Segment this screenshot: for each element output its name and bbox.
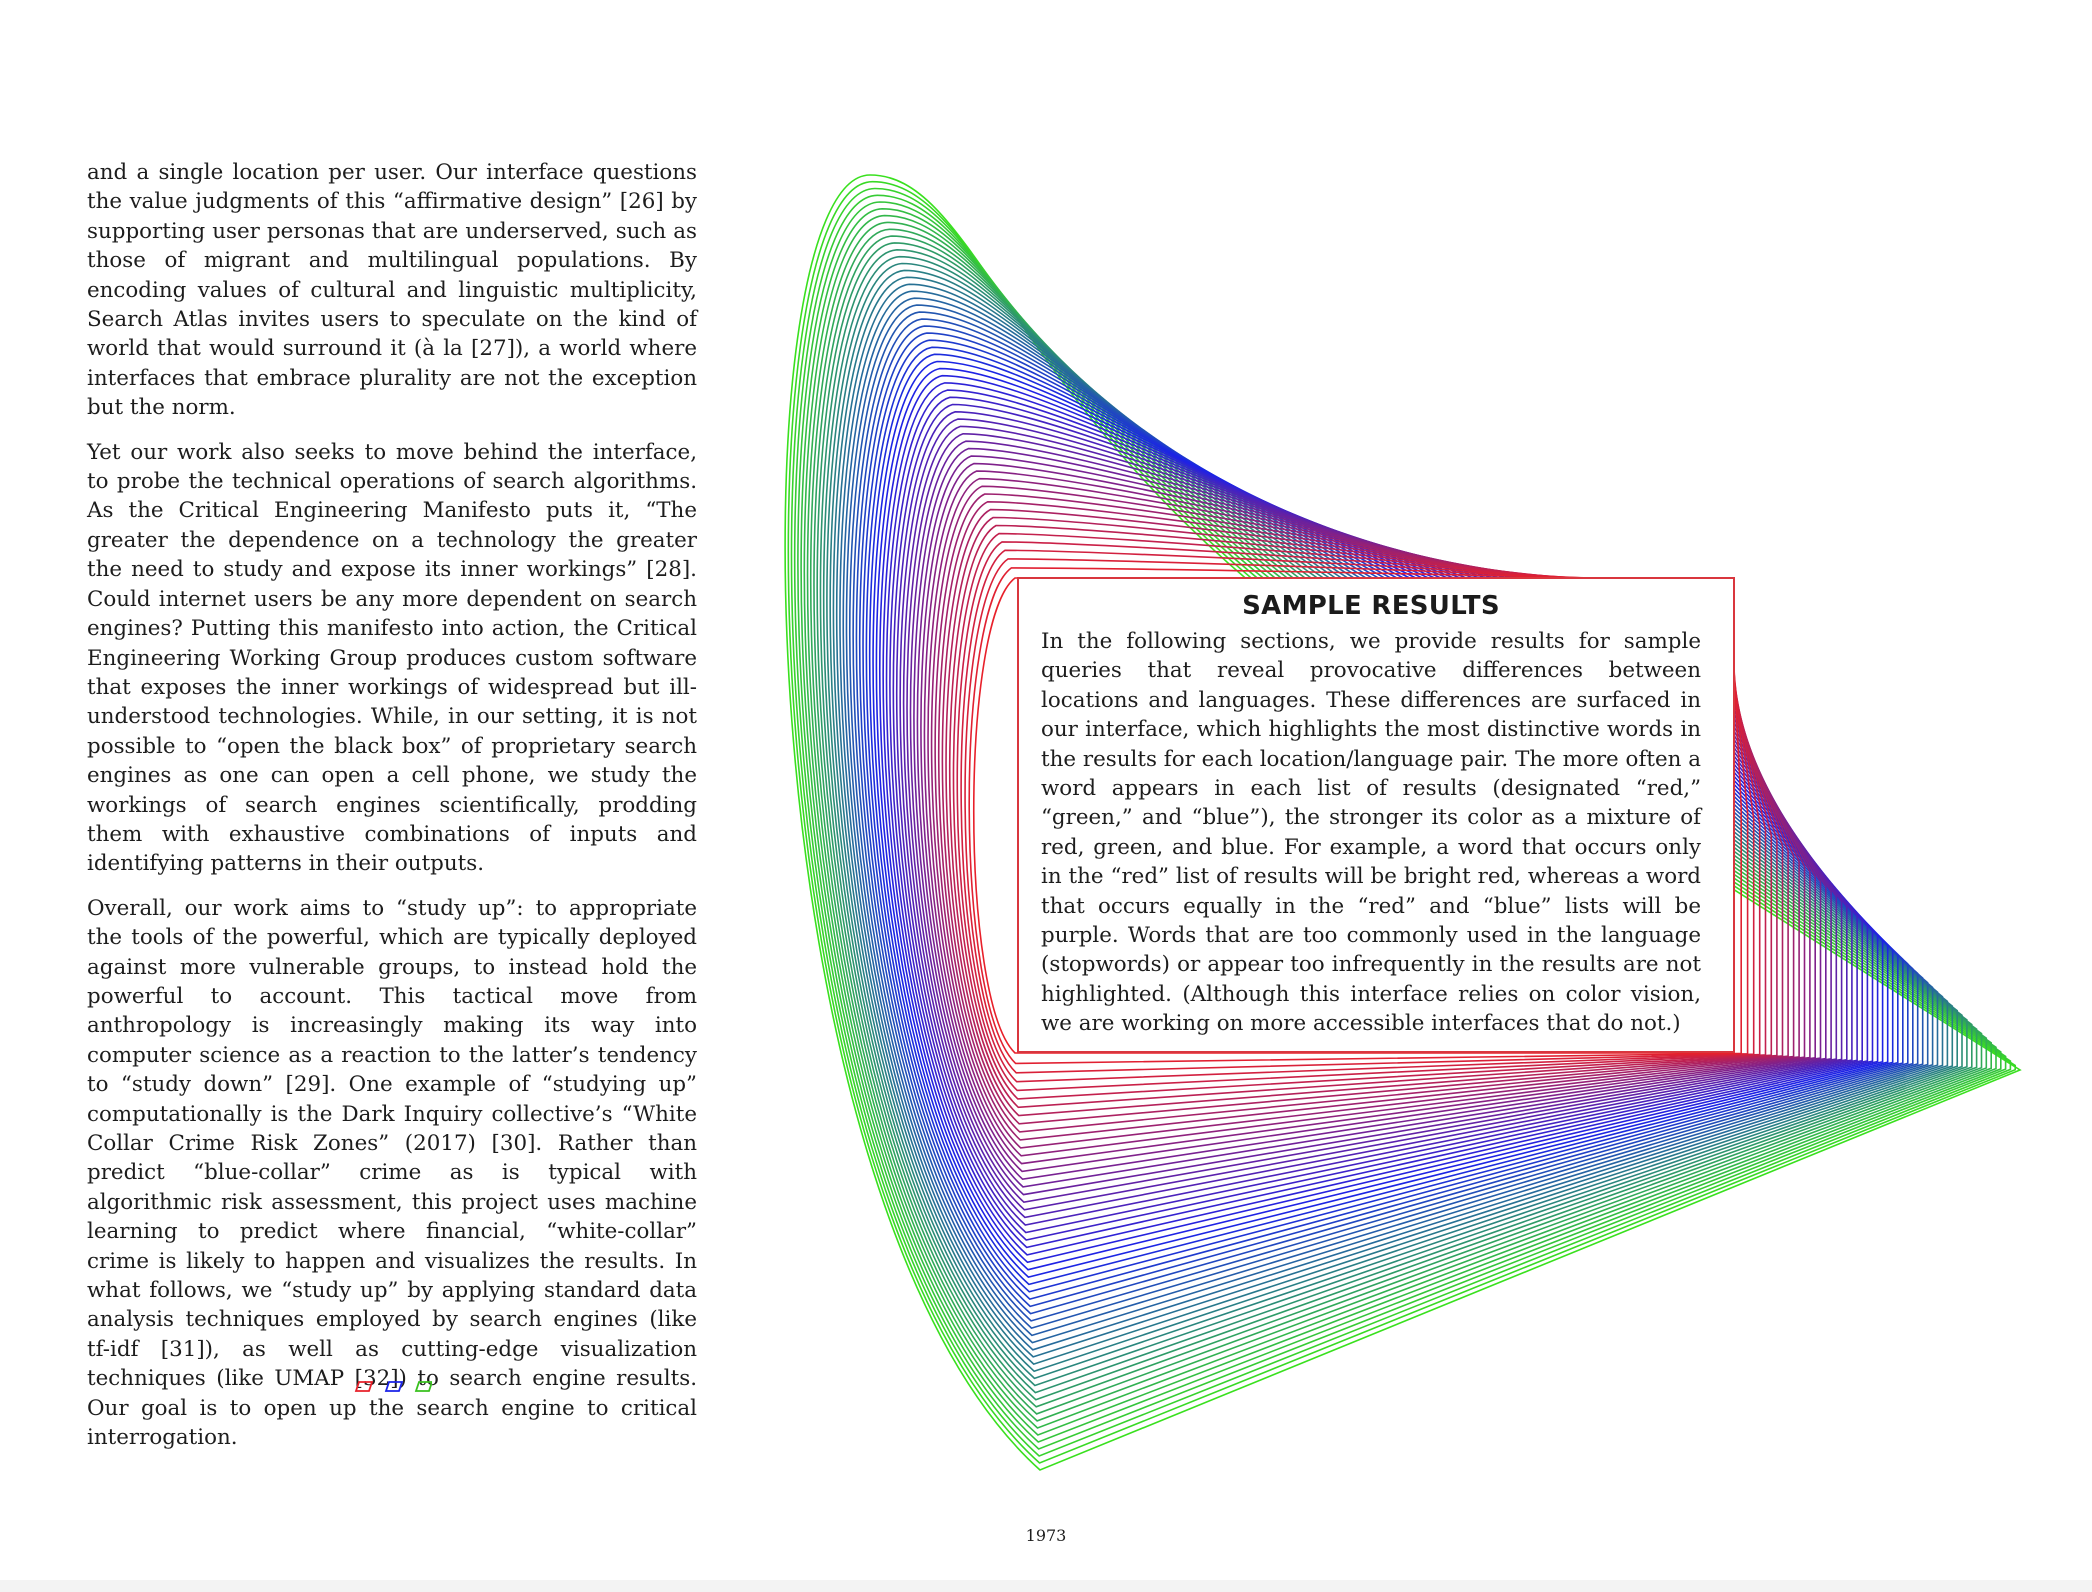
sample-results-box xyxy=(1017,577,1735,1053)
paragraph-1: and a single location per user. Our interface questions the value judgments of this “affirmative design” [26] by supporting user personas that are underserved, such as those of migrant and multilingual populations. By encoding values of cultural and linguistic multiplicity, Search Atlas invites users to speculate on the kind of world that would surround it (à la [27]), a world where interfaces that embrace plurality are not the exception but the norm. xyxy=(87,160,697,421)
paragraph-2: Yet our work also seeks to move behind the interface, to probe the technical operations of search algorithms. As the Critical Engineering Manifesto puts it, “The greater the dependence on a technology the greater the need to study and expose its inner workings” [28]. Could internet users be any more dependent on search engines? Putting this manifesto into action, the Critical Engineering Working Group produces custom software that exposes the inner workings of widespread but ill-understood technologies. While, in our setting, it is not possible to “open the black box” of proprietary search engines as one can open a cell phone, we study the workings of search engines scientifically, prodding them with exhaustive combinations of inputs and identifying patterns in their outputs. xyxy=(87,439,697,877)
blue-parallelogram-icon xyxy=(386,1382,402,1391)
page-number: 1973 xyxy=(1025,1526,1067,1545)
sample-results-text: In the following sections, we provide results for sample queries that reveal provocative differences between locations and languages. These differences are surfaced in our interface, which highlights the most distinctive words in the results for each location/language pair. The more often a word appears in each list of results (designated “red,” “green,” and “blue”), the stronger its color as a mixture of red, green, and blue. For example, a word that occurs only in the “red” list of results will be bright red, whereas a word that occurs equally in the “red” and “blue” lists will be purple. Words that are too commonly used in the language (stopwords) or appear too infrequently in the results are not highlighted. (Although this interface relies on color vision, we are working on more accessible interfaces that do not.) xyxy=(1041,629,1701,1037)
footer-band xyxy=(0,1580,2092,1592)
green-parallelogram-icon xyxy=(416,1382,432,1391)
body-column xyxy=(87,158,697,1467)
section-end-dingbats xyxy=(352,1378,432,1394)
sample-results-title: SAMPLE RESULTS xyxy=(1242,591,1500,621)
paragraph-3: Overall, our work aims to “study up”: to appropriate the tools of the powerful, which are typically deployed against more vulnerable groups, to instead hold the powerful to account. This tactical move from anthropology is increasingly making its way into computer science as a reaction to the latter’s tendency to “study down” [29]. One example of “studying up” computationally is the Dark Inquiry collective’s “White Collar Crime Risk Zones” (2017) [30]. Rather than predict “blue-collar” crime as is typical with algorithmic risk assessment, this project uses machine learning to predict where financial, “white-collar” crime is likely to happen and visualizes the results. In what follows, we “study up” by applying standard data analysis techniques employed by search engines (like tf-idf [31]), as well as cutting-edge visualization techniques (like UMAP [32]) to search engine results. Our goal is to open up the search engine to critical interrogation. xyxy=(87,895,697,1451)
red-parallelogram-icon xyxy=(356,1382,372,1391)
